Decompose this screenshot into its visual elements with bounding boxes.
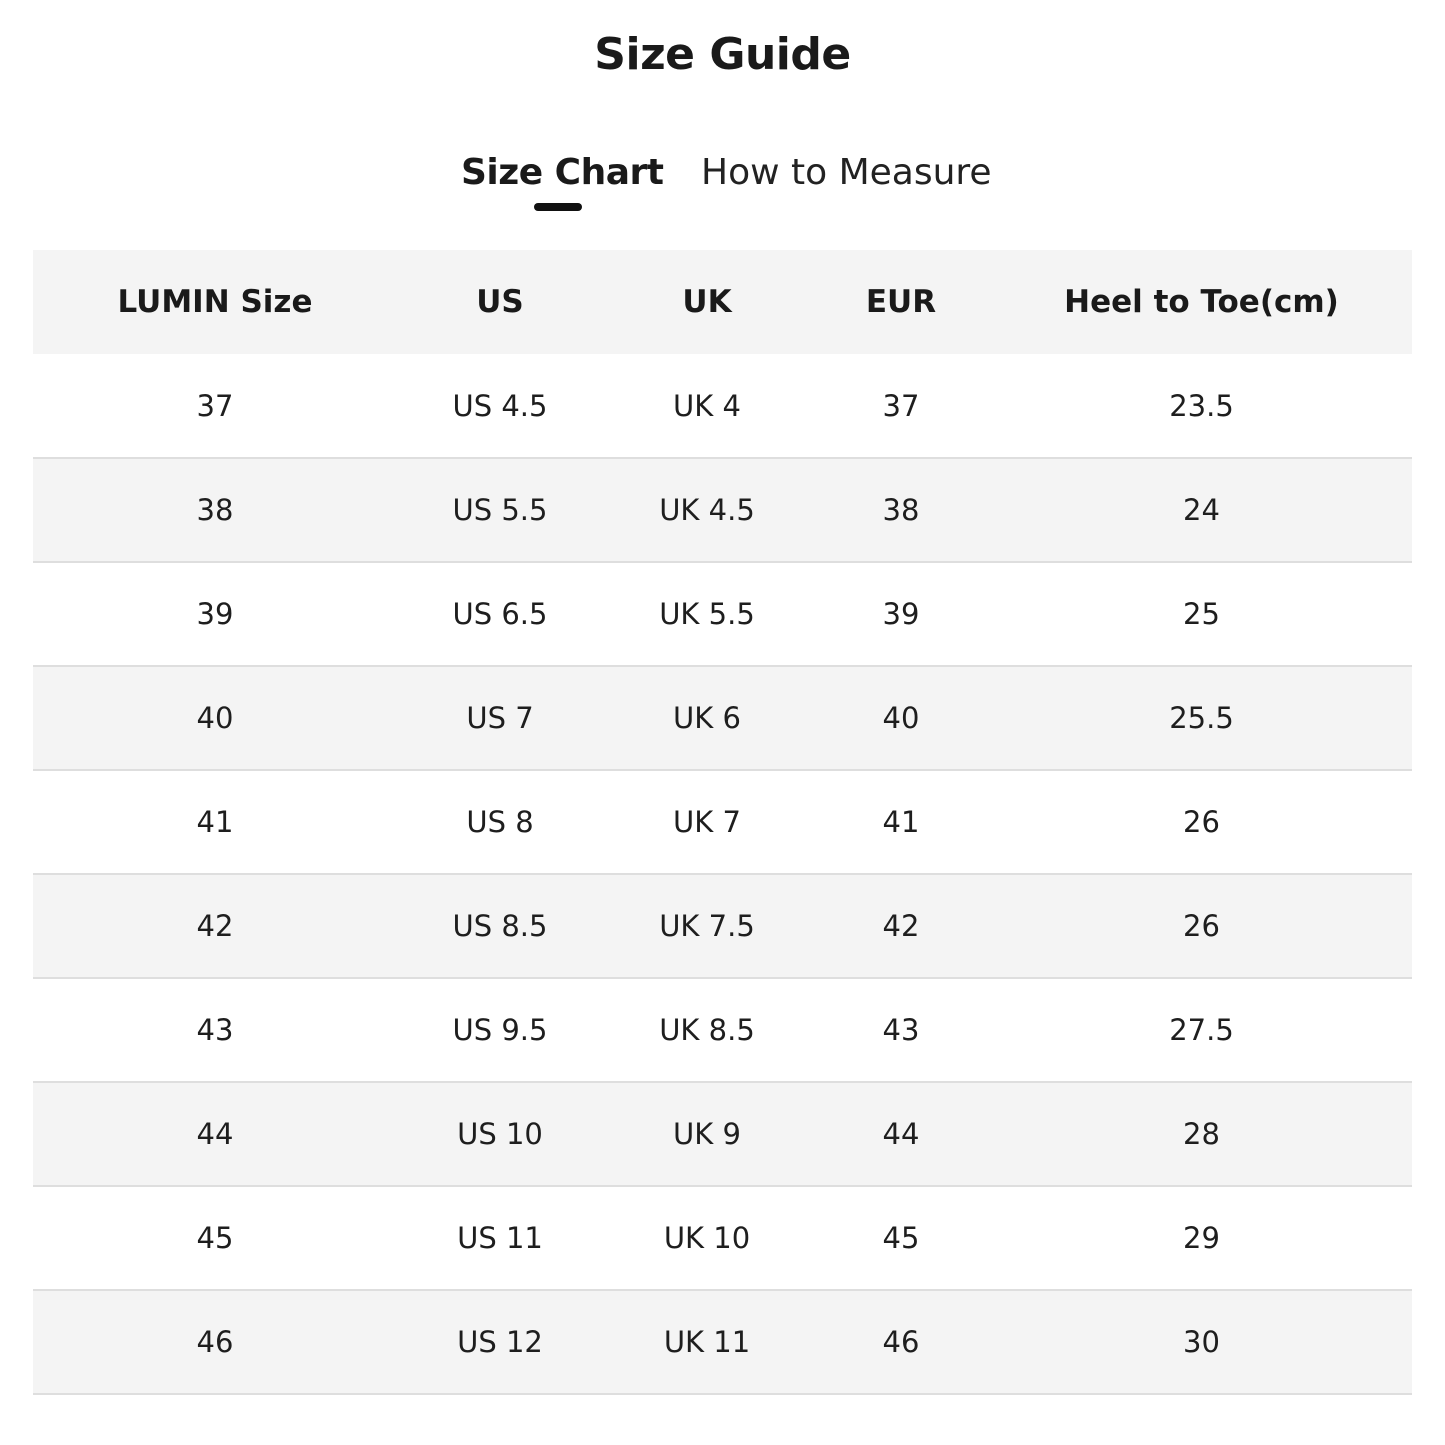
cell-heel-to-toe: 27.5 <box>1169 1013 1234 1047</box>
table-row <box>33 978 1412 1082</box>
table-row <box>33 1290 1412 1394</box>
table-header-row <box>33 250 1412 354</box>
cell-eur: 44 <box>882 1117 920 1151</box>
table-row <box>33 354 1412 458</box>
cell-us: US 11 <box>457 1221 543 1255</box>
tab-bar <box>0 150 1445 220</box>
column-header-heel-to-toe: Heel to Toe(cm) <box>1064 284 1339 320</box>
table-row <box>33 770 1412 874</box>
cell-eur: 40 <box>882 701 920 735</box>
dialog-title: Size Guide <box>594 29 851 80</box>
cell-us: US 10 <box>457 1117 543 1151</box>
cell-lumin-size: 41 <box>196 805 234 839</box>
cell-us: US 7 <box>466 701 534 735</box>
cell-heel-to-toe: 28 <box>1183 1117 1220 1151</box>
table-row <box>33 1082 1412 1186</box>
column-header-lumin-size: LUMIN Size <box>117 284 313 320</box>
cell-uk: UK 4.5 <box>659 493 755 527</box>
cell-uk: UK 11 <box>663 1325 751 1359</box>
cell-us: US 4.5 <box>452 388 548 423</box>
cell-lumin-size: 38 <box>196 493 234 527</box>
table-row <box>33 458 1412 562</box>
cell-eur: 43 <box>882 1013 920 1047</box>
cell-uk: UK 7.5 <box>659 909 755 943</box>
cell-us: US 8 <box>466 805 534 839</box>
cell-lumin-size: 40 <box>196 701 234 735</box>
tab-how-to-measure[interactable]: How to Measure <box>701 152 992 193</box>
cell-uk: UK 6 <box>673 701 741 735</box>
column-header-us: US <box>476 284 524 320</box>
cell-heel-to-toe: 26 <box>1183 909 1220 943</box>
cell-us: US 9.5 <box>452 1013 548 1047</box>
cell-uk: UK 7 <box>673 805 741 839</box>
cell-heel-to-toe: 23.5 <box>1169 388 1234 423</box>
cell-eur: 37 <box>882 388 920 423</box>
cell-heel-to-toe: 29 <box>1183 1221 1220 1255</box>
cell-eur: 46 <box>882 1325 920 1359</box>
tab-size-chart[interactable]: Size Chart <box>461 152 664 193</box>
cell-lumin-size: 39 <box>196 597 234 631</box>
cell-heel-to-toe: 30 <box>1183 1325 1220 1359</box>
cell-us: US 12 <box>457 1325 543 1359</box>
cell-lumin-size: 46 <box>196 1325 234 1359</box>
cell-us: US 5.5 <box>452 493 548 527</box>
cell-heel-to-toe: 25.5 <box>1169 701 1234 735</box>
cell-eur: 38 <box>882 493 920 527</box>
cell-uk: UK 8.5 <box>659 1013 755 1047</box>
cell-us: US 8.5 <box>452 909 548 943</box>
table-row <box>33 874 1412 978</box>
cell-heel-to-toe: 25 <box>1183 597 1220 631</box>
cell-us: US 6.5 <box>452 597 548 631</box>
cell-lumin-size: 43 <box>196 1013 234 1047</box>
cell-eur: 45 <box>882 1221 920 1255</box>
cell-lumin-size: 44 <box>196 1117 234 1151</box>
table-row <box>33 1186 1412 1290</box>
cell-uk: UK 9 <box>673 1117 741 1151</box>
cell-heel-to-toe: 26 <box>1183 805 1220 839</box>
cell-uk: UK 4 <box>673 388 741 423</box>
cell-lumin-size: 45 <box>196 1221 234 1255</box>
cell-lumin-size: 42 <box>196 909 234 943</box>
size-chart-table <box>33 250 1412 1395</box>
column-header-uk: UK <box>682 284 732 320</box>
cell-lumin-size: 37 <box>196 388 234 423</box>
cell-eur: 41 <box>882 805 920 839</box>
cell-heel-to-toe: 24 <box>1183 493 1220 527</box>
cell-eur: 39 <box>882 597 920 631</box>
cell-uk: UK 5.5 <box>659 597 755 631</box>
table-row <box>33 666 1412 770</box>
table-row <box>33 562 1412 666</box>
cell-uk: UK 10 <box>663 1221 751 1255</box>
active-tab-indicator <box>534 203 582 211</box>
cell-eur: 42 <box>882 909 920 943</box>
column-header-eur: EUR <box>865 284 937 320</box>
